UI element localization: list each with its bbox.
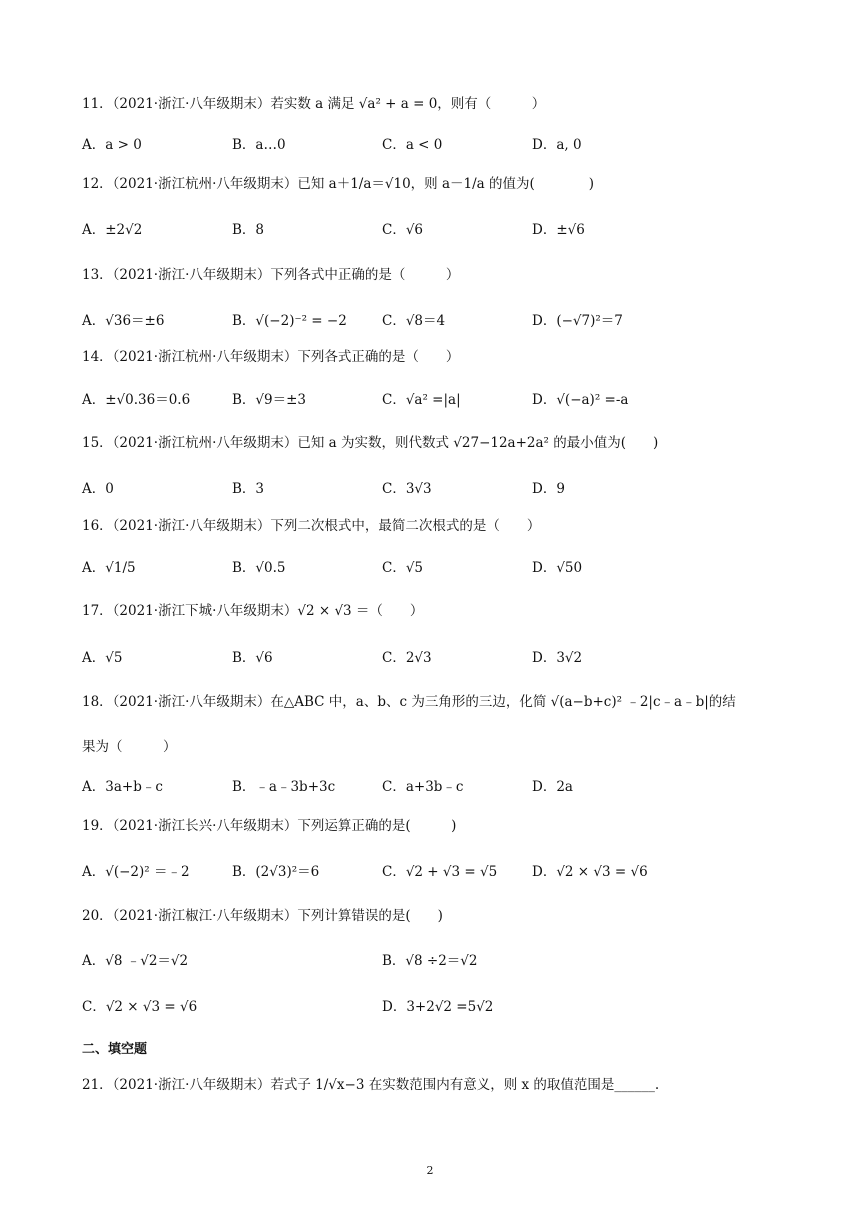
question-13-options <box>82 311 782 337</box>
option-c: C．√6 <box>382 222 424 238</box>
question-14-stem: 14．（2021·浙江杭州·八年级期末）下列各式正确的是（ ） <box>82 349 460 365</box>
option-c: C．a < 0 <box>382 137 443 153</box>
page-number: 2 <box>426 1164 434 1177</box>
question-16-options <box>82 558 782 584</box>
option-c: C．√2 × √3 = √6 <box>82 999 198 1015</box>
option-d: D．2a <box>532 779 573 795</box>
option-c: C．a+3b﹣c <box>382 779 464 795</box>
question-18-options <box>82 777 782 803</box>
question-19-options <box>82 862 782 888</box>
option-d: D．√2 × √3 = √6 <box>532 864 648 880</box>
option-d: D．±√6 <box>532 222 585 238</box>
question-18-stem: 18．（2021·浙江·八年级期末）在△ABC 中，a、b、c 为三角形的三边，化简 √(a−b+c)² ﹣2|c﹣a﹣b|的结 <box>82 694 736 710</box>
option-d: D．a, 0 <box>532 137 582 153</box>
option-c: C．3√3 <box>382 481 432 497</box>
question-19-stem: 19．（2021·浙江长兴·八年级期末）下列运算正确的是( ) <box>82 818 457 834</box>
question-20-stem: 20．（2021·浙江椒江·八年级期末）下列计算错误的是( ) <box>82 908 443 924</box>
option-c: C．√8＝4 <box>382 313 446 329</box>
question-15-options <box>82 479 782 505</box>
option-a: A．√8 ﹣√2＝√2 <box>82 953 189 969</box>
option-b: B．3 <box>232 481 265 497</box>
option-d: D．3+2√2 =5√2 <box>382 999 494 1015</box>
option-d: D．√(−a)² =-a <box>532 392 629 408</box>
option-c: C．2√3 <box>382 650 432 666</box>
question-16-stem: 16．（2021·浙江·八年级期末）下列二次根式中，最简二次根式的是（ ） <box>82 518 541 534</box>
option-a: A．3a+b﹣c <box>82 779 163 795</box>
option-b: B．a…0 <box>232 137 286 153</box>
question-12-stem: 12．（2021·浙江杭州·八年级期末）已知 a＋1/a＝√10，则 a－1/a 的值为( ) <box>82 176 595 192</box>
section-heading: 二、填空题 <box>82 1042 148 1057</box>
option-a: A．0 <box>82 481 114 497</box>
option-c: C．√a² =|a| <box>382 392 461 408</box>
option-b: B．﹣a﹣3b+3c <box>232 779 336 795</box>
option-a: A．√36＝±6 <box>82 313 165 329</box>
option-a: A．√5 <box>82 650 123 666</box>
question-11-options <box>82 135 782 161</box>
option-b: B．(2√3)²＝6 <box>232 864 320 880</box>
option-a: A．a > 0 <box>82 137 142 153</box>
option-c: C．√5 <box>382 560 424 576</box>
option-b: B．√0.5 <box>232 560 286 576</box>
option-a: A．√(−2)² ＝﹣2 <box>82 864 190 880</box>
question-20-options-row2 <box>82 997 782 1023</box>
question-13-stem: 13．（2021·浙江·八年级期末）下列各式中正确的是（ ） <box>82 267 460 283</box>
question-18-stem-continued: 果为（ ） <box>82 739 177 755</box>
option-a: A．±√0.36＝0.6 <box>82 392 191 408</box>
question-20-options-row1 <box>82 951 782 977</box>
question-15-stem: 15．（2021·浙江杭州·八年级期末）已知 a 为实数，则代数式 √27−12a+2a² 的最小值为( ) <box>82 435 659 451</box>
option-d: D．3√2 <box>532 650 583 666</box>
question-14-options <box>82 390 782 416</box>
option-d: D．(−√7)²＝7 <box>532 313 623 329</box>
option-b: B．√8 ÷2＝√2 <box>382 953 478 969</box>
option-b: B．8 <box>232 222 265 238</box>
question-17-stem: 17．（2021·浙江下城·八年级期末）√2 × √3 ＝（ ） <box>82 603 424 619</box>
question-21-stem: 21．（2021·浙江·八年级期末）若式子 1/√x−3 在实数范围内有意义，则 x 的取值范围是______. <box>82 1077 660 1093</box>
question-11-stem: 11．（2021·浙江·八年级期末）若实数 a 满足 √a² + a = 0，则有（ ） <box>82 96 546 112</box>
option-c: C．√2 + √3 = √5 <box>382 864 498 880</box>
option-d: D．√50 <box>532 560 583 576</box>
option-a: A．√1/5 <box>82 560 136 576</box>
option-b: B．√9＝±3 <box>232 392 307 408</box>
option-d: D．9 <box>532 481 565 497</box>
option-a: A．±2√2 <box>82 222 143 238</box>
question-12-options <box>82 220 782 246</box>
option-b: B．√(−2)⁻² = −2 <box>232 313 347 329</box>
question-17-options <box>82 648 782 674</box>
option-b: B．√6 <box>232 650 273 666</box>
